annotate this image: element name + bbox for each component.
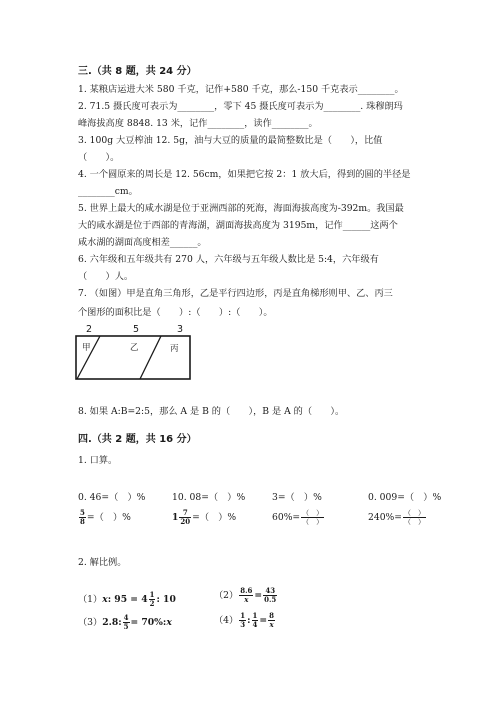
mental-math-item: 1 $\frac{7}{20}$ =（ ）%: [172, 508, 237, 526]
question-4-line-1: 4. 一个圆原来的周长是 12. 56cm，如果把它按 2：1 放大后，得到的圆的半径是: [78, 169, 411, 180]
section-3-title: 三.（共 8 题，共 24 分）: [78, 66, 197, 77]
mental-math-item: $\frac{5}{8}$ =（ ）%: [80, 508, 131, 526]
part-1-mental-math: 1. 口算。: [78, 455, 118, 466]
mental-math-item: 240%= $\frac{( )}{( )}$: [368, 509, 425, 526]
mental-math-item: 10. 08=（ ）%: [172, 492, 246, 503]
proportion-equation-3: （3）2.8: $\frac{4}{5}$ = 70%:x: [78, 613, 172, 631]
question-5-line-1: 5. 世界上最大的咸水湖是位于亚洲西部的死海，海面海拔高度为-392m。我国最: [78, 203, 404, 214]
figure-label-yi: 乙: [130, 343, 139, 353]
question-2-line-1: 2. 71.5 摄氏度可表示为________，零下 45 摄氏度可表示为________. 珠穆朗玛: [78, 101, 403, 112]
part-2-solve-proportion: 2. 解比例。: [78, 557, 127, 568]
question-5-line-3: 咸水湖的湖面高度相差______。: [78, 237, 207, 248]
question-7-line-1: 7. （如图）甲是直角三角形，乙是平行四边形，丙是直角梯形则甲、乙、丙三: [78, 288, 393, 299]
fraction: $\frac{( )}{( )}$: [302, 509, 324, 526]
figure-diagonal-right: [140, 336, 161, 379]
mental-math-item: 3=（ ）%: [272, 492, 322, 503]
fraction: $\frac{7}{20}$: [180, 508, 191, 526]
mental-math-item: 0. 009=（ ）%: [368, 492, 442, 503]
question-3-line-1: 3. 100g 大豆榨油 12. 5g，油与大豆的质量的最简整数比是（ ），比值: [78, 135, 383, 146]
fraction: $\frac{5}{8}$: [80, 508, 85, 526]
figure-label-5: 5: [133, 324, 140, 335]
question-1: 1. 某粮店运进大米 580 千克，记作+580 千克，那么-150 千克表示________。: [78, 84, 404, 95]
proportion-equation-1: （1）x: 95 = 4 $\frac{1}{2}$ : 10: [78, 590, 176, 608]
figure-label-3: 3: [177, 324, 184, 335]
question-7-line-2: 个图形的面积比是（ ）:（ ）:（ ）。: [78, 307, 273, 318]
fraction: $\frac{8}{x}$: [269, 611, 274, 629]
figure-label-bing: 丙: [170, 344, 179, 354]
question-6-line-1: 6. 六年级和五年级共有 270 人，六年级与五年级人数比是 5:4，六年级有: [78, 254, 379, 265]
mental-math-item: 60%= $\frac{( )}{( )}$: [272, 509, 324, 526]
question-4-line-2: ________cm。: [78, 186, 138, 197]
fraction: $\frac{43}{0.5}$: [264, 586, 277, 604]
proportion-equation-4: （4） $\frac{1}{3}$ : $\frac{1}{4}$ = $\frac{8}{x}$: [214, 611, 274, 629]
fraction: $\frac{( )}{( )}$: [403, 509, 425, 526]
mental-math-item: 0. 46=（ ）%: [78, 492, 146, 503]
fraction: $\frac{1}{4}$: [252, 611, 258, 629]
question-6-line-2: （ ）人。: [78, 271, 134, 282]
fraction: $\frac{4}{5}$: [123, 613, 129, 631]
question-3-line-2: （ ）。: [78, 152, 120, 163]
proportion-equation-2: （2） $\frac{8.6}{x}$ = $\frac{43}{0.5}$: [214, 586, 277, 604]
question-5-line-2: 大的咸水湖是位于西部的青海湖，湖面海拔高度为 3195m，记作______这两个: [78, 220, 398, 231]
fraction: $\frac{1}{2}$: [149, 590, 155, 608]
question-8: 8. 如果 A:B=2:5，那么 A 是 B 的（ ），B 是 A 的（ ）。: [78, 406, 345, 417]
fraction: $\frac{1}{3}$: [240, 611, 246, 629]
section-4-title: 四.（共 2 题，共 16 分）: [78, 434, 197, 445]
figure-label-2: 2: [86, 324, 93, 335]
figure-label-jia: 甲: [82, 343, 91, 353]
question-2-line-2: 峰海拔高度 8848. 13 米，记作________，读作________。: [78, 118, 318, 129]
fraction: $\frac{8.6}{x}$: [240, 586, 253, 604]
